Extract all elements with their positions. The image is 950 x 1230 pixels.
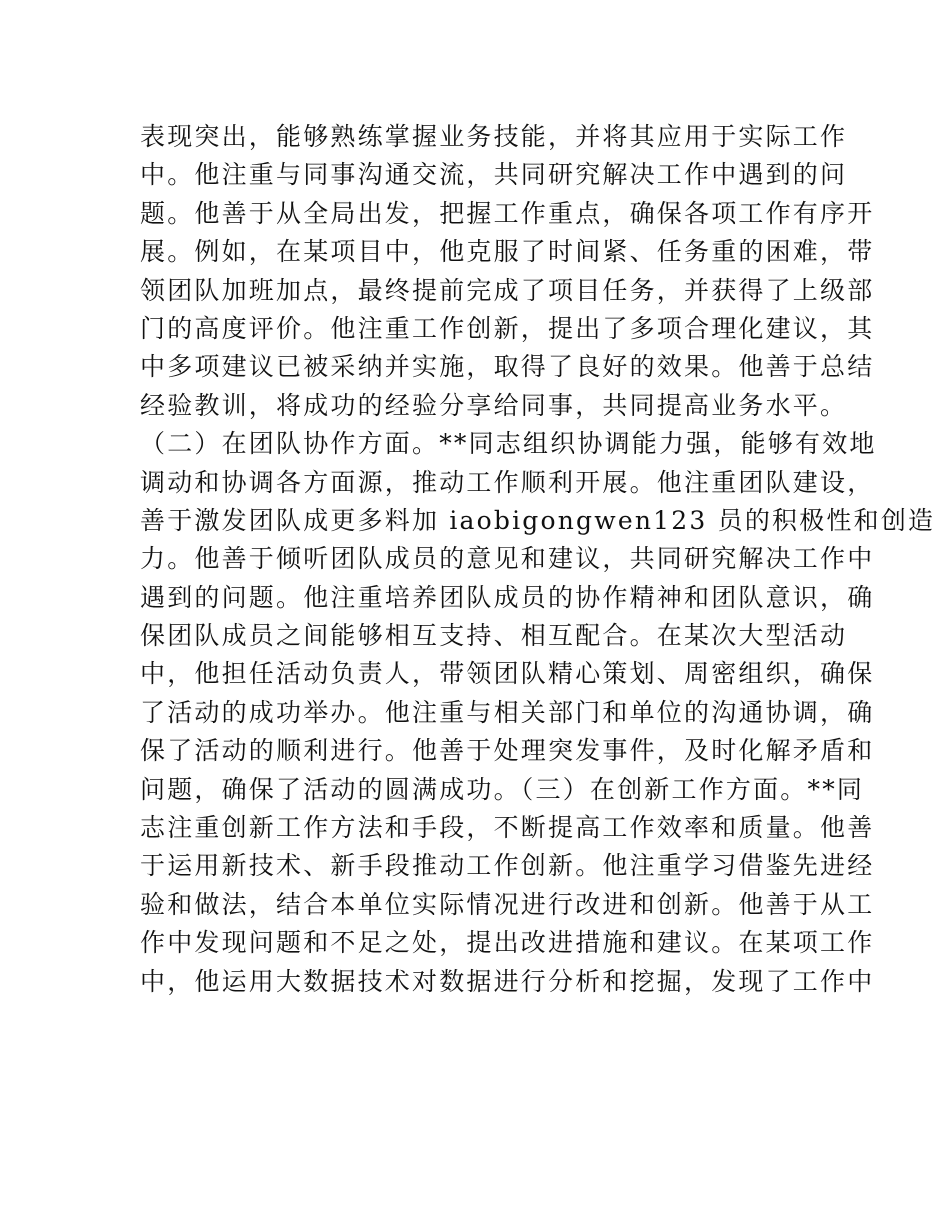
text-line-10: 调动和协调各方面源，推动工作顺利开展。他注重团队建设， bbox=[140, 467, 875, 497]
text-line-6: 门的高度评价。他注重工作创新，提出了多项合理化建议，其 bbox=[140, 313, 875, 343]
text-line-7: 中多项建议已被采纳并实施，取得了良好的效果。他善于总结 bbox=[140, 352, 875, 382]
text-line-16: 了活动的成功举办。他注重与相关部门和单位的沟通协调，确 bbox=[140, 697, 875, 727]
text-line-3: 题。他善于从全局出发，把握工作重点，确保各项工作有序开 bbox=[140, 198, 875, 228]
text-line-22: 作中发现问题和不足之处，提出改进措施和建议。在某项工作 bbox=[140, 928, 875, 958]
text-line-12: 力。他善于倾听团队成员的意见和建议，共同研究解决工作中 bbox=[140, 544, 875, 574]
text-line-21: 验和做法，结合本单位实际情况进行改进和创新。他善于从工 bbox=[140, 889, 875, 919]
text-line-17: 保了活动的顺利进行。他善于处理突发事件，及时化解矛盾和 bbox=[140, 736, 875, 766]
text-line-8: 经验教训，将成功的经验分享给同事，共同提高业务水平。 bbox=[140, 390, 848, 420]
text-line-11: 善于激发团队成更多料加 iaobigongwen123 员的积极性和创造 bbox=[140, 505, 936, 535]
text-line-23: 中，他运用大数据技术对数据进行分析和挖掘，发现了工作中 bbox=[140, 966, 875, 996]
text-line-13: 遇到的问题。他注重培养团队成员的协作精神和团队意识，确 bbox=[140, 582, 875, 612]
text-line-20: 于运用新技术、新手段推动工作创新。他注重学习借鉴先进经 bbox=[140, 851, 875, 881]
text-line-1: 表现突出，能够熟练掌握业务技能，并将其应用于实际工作 bbox=[140, 122, 848, 151]
text-line-19: 志注重创新工作方法和手段，不断提高工作效率和质量。他善 bbox=[140, 813, 875, 843]
text-line-2: 中。他注重与同事沟通交流，共同研究解决工作中遇到的问 bbox=[140, 160, 848, 190]
text-line-15: 中，他担任活动负责人，带领团队精心策划、周密组织，确保 bbox=[140, 659, 875, 689]
text-line-9: （二）在团队协作方面。**同志组织协调能力强，能够有效地 bbox=[140, 429, 877, 459]
text-line-18: 问题，确保了活动的圆满成功。（三）在创新工作方面。**同 bbox=[140, 774, 865, 804]
text-line-5: 领团队加班加点，最终提前完成了项目任务，并获得了上级部 bbox=[140, 275, 875, 305]
text-line-14: 保团队成员之间能够相互支持、相互配合。在某次大型活动 bbox=[140, 621, 848, 651]
body-text bbox=[140, 118, 936, 1001]
text-line-4: 展。例如，在某项目中，他克服了时间紧、任务重的困难，带 bbox=[140, 237, 875, 267]
